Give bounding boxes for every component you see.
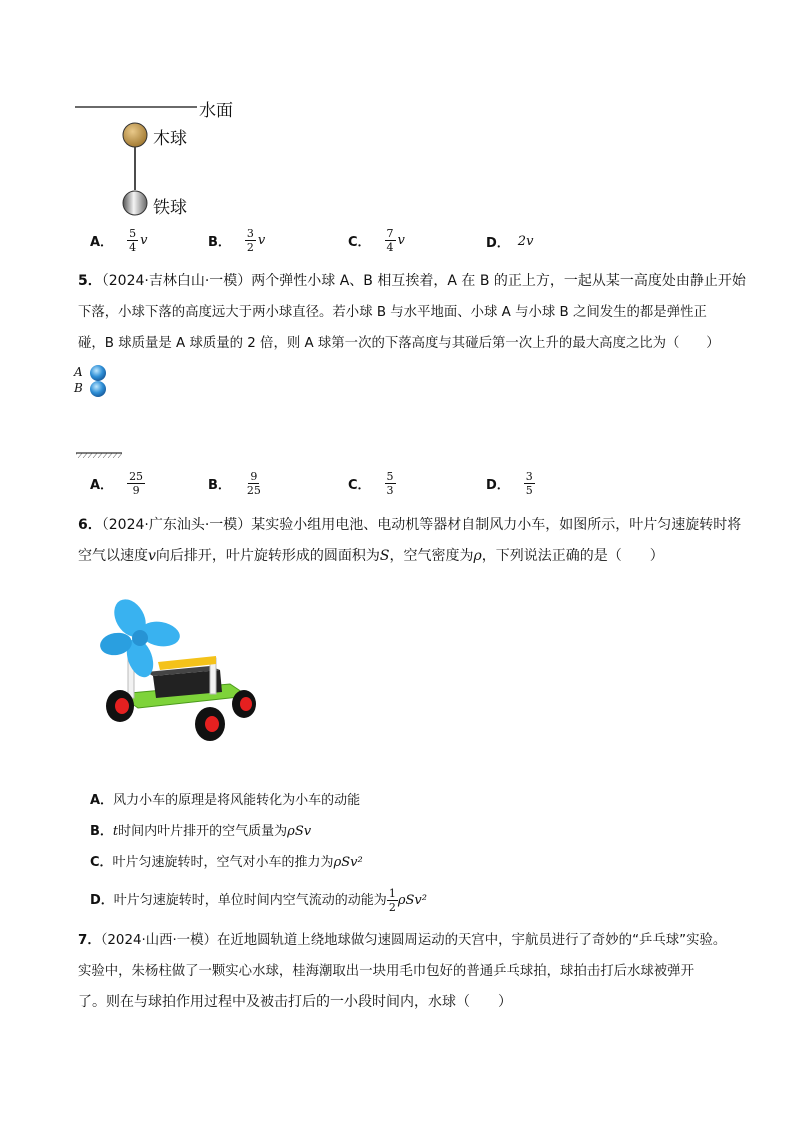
- option-letter: C．: [348, 478, 371, 493]
- variable-v: v: [257, 233, 266, 248]
- q4-option-b[interactable]: [208, 227, 265, 254]
- q6-line-1: [78, 510, 741, 541]
- fraction: $\frac{25}{9}$: [129, 470, 144, 497]
- q6-line-2: 空气以速度v向后排开，叶片旋转形成的圆面积为S，空气密度为ρ，下列说法正确的是（ ）: [78, 548, 664, 564]
- fraction: $\frac{9}{25}$: [246, 470, 261, 497]
- ball-a-label: A: [74, 365, 83, 379]
- option-letter: B．: [208, 235, 231, 250]
- option-text: 风力小车的原理是将风能转化为小车的动能: [113, 793, 361, 808]
- option-expr: ρSv: [287, 824, 312, 839]
- question-text: 两个弹性小球 A、B 相互挨着，A 在 B 的正上方，一起从某一高度处由静止开始: [251, 273, 746, 289]
- fraction: $\frac{3}{5}$: [525, 470, 533, 497]
- q7-line-2: 实验中，朱杨柱做了一颗实心水球，桂海潮取出一块用毛巾包好的普通乒乓球拍，球拍击打后水球被弹开: [78, 964, 694, 979]
- option-text: 2v: [517, 234, 534, 249]
- question-source: （2024·广东汕头·一模）: [101, 517, 252, 533]
- fraction: $\frac{5}{4}$: [129, 227, 137, 254]
- q6-option-d[interactable]: [90, 885, 427, 916]
- wheel-back-right: [232, 690, 256, 718]
- wheel-front-left: [106, 690, 134, 722]
- ball-b-label: B: [74, 381, 83, 395]
- q4-option-c[interactable]: [348, 227, 405, 254]
- q6-option-c[interactable]: [90, 847, 363, 878]
- option-letter: D．: [486, 478, 510, 493]
- fraction: $\frac{3}{2}$: [246, 227, 254, 254]
- q7-line-3: 了。则在与球拍作用过程中及被击打后的一小段时间内，水球（ ）: [78, 994, 512, 1010]
- q6-option-b[interactable]: B．t时间内叶片排开的空气质量为ρSv: [90, 824, 312, 839]
- question-text: 某实验小组用电池、电动机等器材自制风力小车，如图所示，叶片匀速旋转时将: [251, 517, 742, 533]
- option-letter: A．: [90, 793, 114, 808]
- question-source: （2024·山西·一模）: [100, 933, 217, 948]
- q5-line-3: 碰，B 球质量是 A 球质量的 2 倍，则 A 球第一次的下落高度与其碰后第一次上升的最大高度之比为（ ）: [78, 336, 720, 351]
- wood-ball: [123, 123, 147, 147]
- wind-car-image: [98, 596, 263, 746]
- question-source: （2024·吉林白山·一模）: [101, 273, 252, 289]
- option-letter: C．: [90, 855, 113, 870]
- option-letter: C．: [348, 235, 371, 250]
- option-letter: A．: [90, 478, 114, 493]
- q5-option-d[interactable]: [486, 470, 535, 497]
- variable-v: v: [140, 233, 148, 248]
- option-letter: D．: [486, 236, 510, 251]
- iron-ball: [123, 191, 147, 215]
- fraction: $\frac{5}{3}$: [386, 470, 394, 497]
- option-letter: B．: [208, 478, 231, 493]
- q5-option-a[interactable]: [90, 470, 145, 497]
- option-text: 叶片匀速旋转时，单位时间内空气流动的动能为: [113, 893, 387, 908]
- question-text: 在近地圆轨道上绕地球做匀速圆周运动的天宫中，宇航员进行了奇妙的“乒乓球”实验。: [216, 933, 727, 948]
- option-expr: ρSv²: [333, 855, 363, 870]
- q4-option-d[interactable]: [486, 232, 533, 251]
- q5-option-b[interactable]: [208, 470, 263, 497]
- fraction: $\frac{1}{2}$: [388, 887, 396, 914]
- iron-ball-label: 铁球: [153, 198, 187, 218]
- option-text: 时间内叶片排开的空气质量为: [118, 824, 288, 839]
- wheel-back-left: [195, 707, 225, 741]
- ball-a: [90, 365, 106, 381]
- option-text: 叶片匀速旋转时，空气对小车的推力为: [112, 855, 334, 870]
- option-letter: A．: [90, 235, 114, 250]
- q6-option-a[interactable]: [90, 785, 360, 816]
- var-s: S: [379, 548, 390, 564]
- q5-option-c[interactable]: [348, 470, 396, 497]
- wind-car-svg: [98, 596, 263, 746]
- ground-hatch: [76, 453, 122, 458]
- var-rho: ρ: [473, 548, 482, 564]
- option-letter: B．: [90, 824, 113, 839]
- q5-line-1: [78, 266, 746, 297]
- var-v: v: [148, 548, 156, 564]
- q7-line-1: [78, 925, 726, 956]
- option-letter: D．: [90, 893, 114, 908]
- question-number: 6．: [78, 517, 102, 533]
- variable-v: v: [397, 233, 405, 248]
- question-number: 5．: [78, 273, 102, 289]
- question-number: 7．: [78, 933, 101, 948]
- option-expr: ρSv²: [397, 893, 427, 908]
- ball-b: [90, 381, 106, 397]
- q5-line-2: 下落，小球下落的高度远大于两小球直径。若小球 B 与水平地面、小球 A 与小球 B 之间发生的都是弹性正: [78, 305, 707, 320]
- q4-option-a[interactable]: [90, 227, 147, 254]
- fraction: $\frac{7}{4}$: [386, 227, 394, 254]
- wood-ball-label: 木球: [153, 129, 187, 149]
- water-surface-label: 水面: [199, 101, 233, 121]
